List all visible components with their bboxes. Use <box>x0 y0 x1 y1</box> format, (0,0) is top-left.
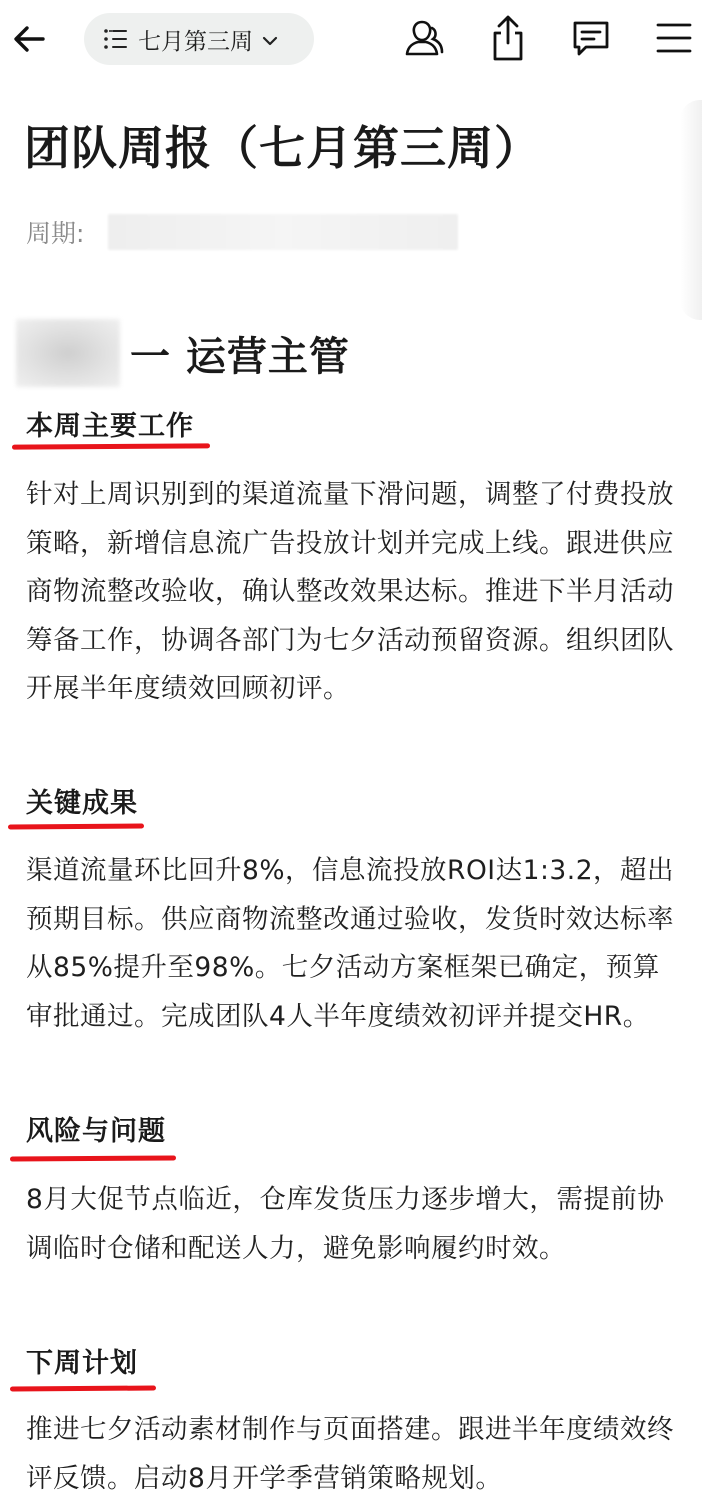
collaborators-icon[interactable] <box>400 14 448 62</box>
back-arrow-icon[interactable] <box>6 16 52 62</box>
heading-underline <box>8 824 144 830</box>
section-heading-key-results: 关键成果 <box>26 788 138 819</box>
period-row <box>26 212 84 252</box>
comment-icon[interactable] <box>568 14 614 62</box>
role-title: 一 运营主管 <box>130 333 350 380</box>
document-switcher[interactable] <box>84 13 314 65</box>
top-navigation-bar <box>0 0 702 80</box>
section-heading-main-work: 本周主要工作 <box>26 411 194 442</box>
heading-underline <box>12 443 210 449</box>
role-heading <box>16 318 350 388</box>
list-icon <box>102 27 130 51</box>
chevron-down-icon <box>261 30 279 48</box>
section-heading-next-week: 下周计划 <box>26 1348 138 1379</box>
section-body-main-work: 针对上周识别到的渠道流量下滑问题，调整了付费投放策略，新增信息流广告投放计划并完成上线。跟进供应商物流整改验收，确认整改效果达标。推进下半月活动筹备工作，协调各部门为七夕活动预留资源。组织团队开展半年度绩效回顾初评。 <box>26 479 674 704</box>
heading-underline <box>10 1385 156 1391</box>
section-heading-risks: 风险与问题 <box>26 1116 166 1147</box>
menu-icon[interactable] <box>652 16 696 60</box>
section-body-risks: 8月大促节点临近，仓库发货压力逐步增大，需提前协调临时仓储和配送人力，避免影响履约时效。 <box>26 1184 665 1264</box>
document-switcher-label: 七月第三周 <box>138 28 253 55</box>
name-redacted <box>16 319 120 387</box>
heading-underline <box>10 1155 176 1161</box>
share-icon[interactable] <box>486 12 530 64</box>
period-label: 周期: <box>26 219 85 248</box>
section-body-next-week: 推进七夕活动素材制作与页面搭建。跟进半年度绩效终评反馈。启动8月开学季营销策略规划。 <box>26 1414 674 1494</box>
period-value-redacted <box>108 214 458 250</box>
section-body-key-results: 渠道流量环比回升8%，信息流投放ROI达1:3.2，超出预期目标。供应商物流整改通过验收，发货时效达标率从85%提升至98%。七夕活动方案框架已确定，预算审批通过。完成团队4人半年度绩效初评并提交HR。 <box>26 855 675 1032</box>
document-title: 团队周报（七月第三周） <box>24 121 541 175</box>
